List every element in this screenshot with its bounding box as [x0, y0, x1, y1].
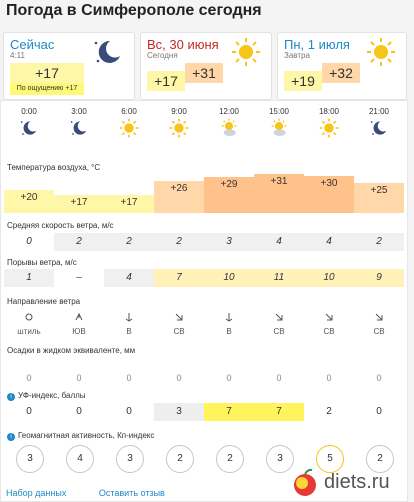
gust-label: Порывы ветра, м/с: [7, 258, 77, 267]
direction-label: В: [126, 327, 132, 336]
precip-cell: 0: [226, 373, 232, 383]
precip-cell: 0: [176, 373, 182, 383]
calm-icon: [4, 309, 54, 327]
arrow-sw-icon: [304, 309, 354, 327]
gust-cell: 10: [304, 269, 354, 287]
uv-cell: 2: [326, 406, 332, 417]
hourly-table: [0, 100, 408, 502]
wind-cell: 4: [254, 233, 304, 251]
uv-cell: 7: [204, 403, 254, 421]
direction-cell: [104, 309, 154, 336]
gust-cell: 7: [154, 269, 204, 287]
gust-cell: 9: [354, 269, 404, 287]
temp-cell: +17: [104, 195, 154, 213]
moon-stars-icon: [54, 118, 104, 143]
temp-cell: +17: [54, 195, 104, 213]
uv-cell: 0: [76, 406, 82, 417]
hour-header: [354, 107, 404, 143]
direction-cell: [4, 309, 54, 336]
direction-cell: [204, 309, 254, 336]
precip-label: Осадки в жидком эквиваленте, мм: [7, 346, 136, 355]
hour-header: [54, 107, 104, 143]
direction-label: СВ: [323, 327, 335, 336]
temp-cell: +26: [154, 181, 204, 213]
gust-cell: 10: [204, 269, 254, 287]
sun-icon: [154, 118, 204, 143]
card-today-max: +31: [185, 63, 223, 83]
hour-label: 18:00: [318, 107, 340, 116]
geo-circle: 2: [166, 445, 194, 473]
sun-icon: [231, 37, 261, 72]
geo-label: [7, 431, 154, 441]
hour-header: [304, 107, 354, 143]
card-tomorrow-max: +32: [322, 63, 360, 83]
uv-cell: 0: [26, 406, 32, 417]
wind-cell: 0: [26, 236, 32, 247]
direction-label: ЮВ: [72, 327, 86, 336]
hour-header: [154, 107, 204, 143]
sun-icon: [104, 118, 154, 143]
moon-stars-icon: [354, 118, 404, 143]
uv-cell: 0: [126, 406, 132, 417]
hour-label: 9:00: [171, 107, 187, 116]
temp-cell: +31: [254, 174, 304, 213]
precip-cell: 0: [326, 373, 332, 383]
gust-cell: –: [76, 272, 82, 283]
card-today-name: Вс, 30 июня: [147, 37, 219, 52]
direction-label: СВ: [173, 327, 185, 336]
precip-cell: 0: [376, 373, 382, 383]
card-today-min: +17: [147, 71, 185, 91]
arrow-sw-icon: [254, 309, 304, 327]
hour-label: 21:00: [368, 107, 390, 116]
wind-cell: 2: [354, 233, 404, 251]
hour-header: [204, 107, 254, 143]
hour-header: [4, 107, 54, 143]
card-now[interactable]: [3, 32, 135, 100]
sun-icon: [366, 37, 396, 72]
wind-cell: 4: [304, 233, 354, 251]
geo-circle: 3: [16, 445, 44, 473]
sun-icon: [304, 118, 354, 143]
card-tomorrow-sub: Завтра: [284, 51, 310, 60]
geo-label-text: Геомагнитная активность, Кп-индекс: [18, 431, 155, 440]
card-now-feels: По ощущению +17: [10, 83, 84, 95]
card-today-sub: Сегодня: [147, 51, 178, 60]
temp-cell: +30: [304, 176, 354, 213]
arrow-sw-icon: [354, 309, 404, 327]
temp-cell: +20: [4, 190, 54, 213]
feedback-button[interactable]: Оставить отзыв: [98, 488, 165, 498]
arrow-left-icon: [204, 309, 254, 327]
data-set-button[interactable]: Набор данных: [6, 488, 67, 498]
direction-label: СВ: [273, 327, 285, 336]
wind-cell: 2: [54, 233, 104, 251]
direction-cell: [54, 309, 104, 336]
card-tomorrow[interactable]: [277, 32, 407, 100]
page-title: Погода в Симферополе сегодня: [6, 2, 262, 19]
card-now-name: Сейчас: [10, 37, 55, 52]
card-now-temp: +17: [10, 63, 84, 83]
card-today[interactable]: [140, 32, 272, 100]
uv-label-text: УФ-индекс, баллы: [18, 391, 86, 400]
uv-cell: 7: [254, 403, 304, 421]
hour-label: 6:00: [121, 107, 137, 116]
direction-label: В: [226, 327, 232, 336]
direction-label: штиль: [17, 327, 41, 336]
moon-stars-icon: [92, 37, 124, 72]
card-tomorrow-name: Пн, 1 июля: [284, 37, 350, 52]
hour-label: 3:00: [71, 107, 87, 116]
hour-label: 0:00: [21, 107, 37, 116]
card-now-time: 4:11: [10, 51, 25, 60]
direction-label: СВ: [373, 327, 385, 336]
sun-cloud-icon: [204, 118, 254, 143]
direction-cell: [154, 309, 204, 336]
precip-cell: 0: [26, 373, 32, 383]
direction-cell: [254, 309, 304, 336]
uv-label: [7, 391, 86, 401]
wind-cell: 3: [204, 233, 254, 251]
temp-cell: +29: [204, 177, 254, 213]
gust-cell: 11: [254, 269, 304, 287]
wind-cell: 2: [104, 233, 154, 251]
wind-cell: 2: [154, 233, 204, 251]
arrow-left-icon: [104, 309, 154, 327]
apple-icon: [290, 468, 320, 498]
arrow-sw-icon: [154, 309, 204, 327]
watermark-logo: [290, 465, 414, 500]
temp-label: Температура воздуха, °С: [7, 163, 101, 172]
dir-label: Направление ветра: [7, 297, 81, 306]
bottom-actions: [6, 488, 165, 498]
precip-cell: 0: [76, 373, 82, 383]
precip-cell: 0: [276, 373, 282, 383]
hour-label: 12:00: [218, 107, 240, 116]
geo-circle: 4: [66, 445, 94, 473]
hour-header: [104, 107, 154, 143]
gust-cell: 1: [4, 269, 54, 287]
direction-cell: [304, 309, 354, 336]
geo-circle: 3: [266, 445, 294, 473]
hour-header: [254, 107, 304, 143]
hour-label: 15:00: [268, 107, 290, 116]
info-icon[interactable]: i: [7, 433, 15, 441]
arrow-ne-icon: [54, 309, 104, 327]
gust-cell: 4: [104, 269, 154, 287]
sun-cloud-icon: [254, 118, 304, 143]
uv-cell: 3: [154, 403, 204, 421]
uv-cell: 0: [376, 406, 382, 417]
geo-circle: 3: [116, 445, 144, 473]
info-icon[interactable]: i: [7, 393, 15, 401]
wind-label: Средняя скорость ветра, м/с: [7, 221, 114, 230]
geo-circle: 2: [216, 445, 244, 473]
logo-text: diets.ru: [324, 471, 390, 493]
moon-stars-icon: [4, 118, 54, 143]
precip-cell: 0: [126, 373, 132, 383]
temp-cell: +25: [354, 183, 404, 213]
geo-circle: 2: [366, 445, 394, 473]
geo-circle: 5: [316, 445, 344, 473]
card-tomorrow-min: +19: [284, 71, 322, 91]
direction-cell: [354, 309, 404, 336]
